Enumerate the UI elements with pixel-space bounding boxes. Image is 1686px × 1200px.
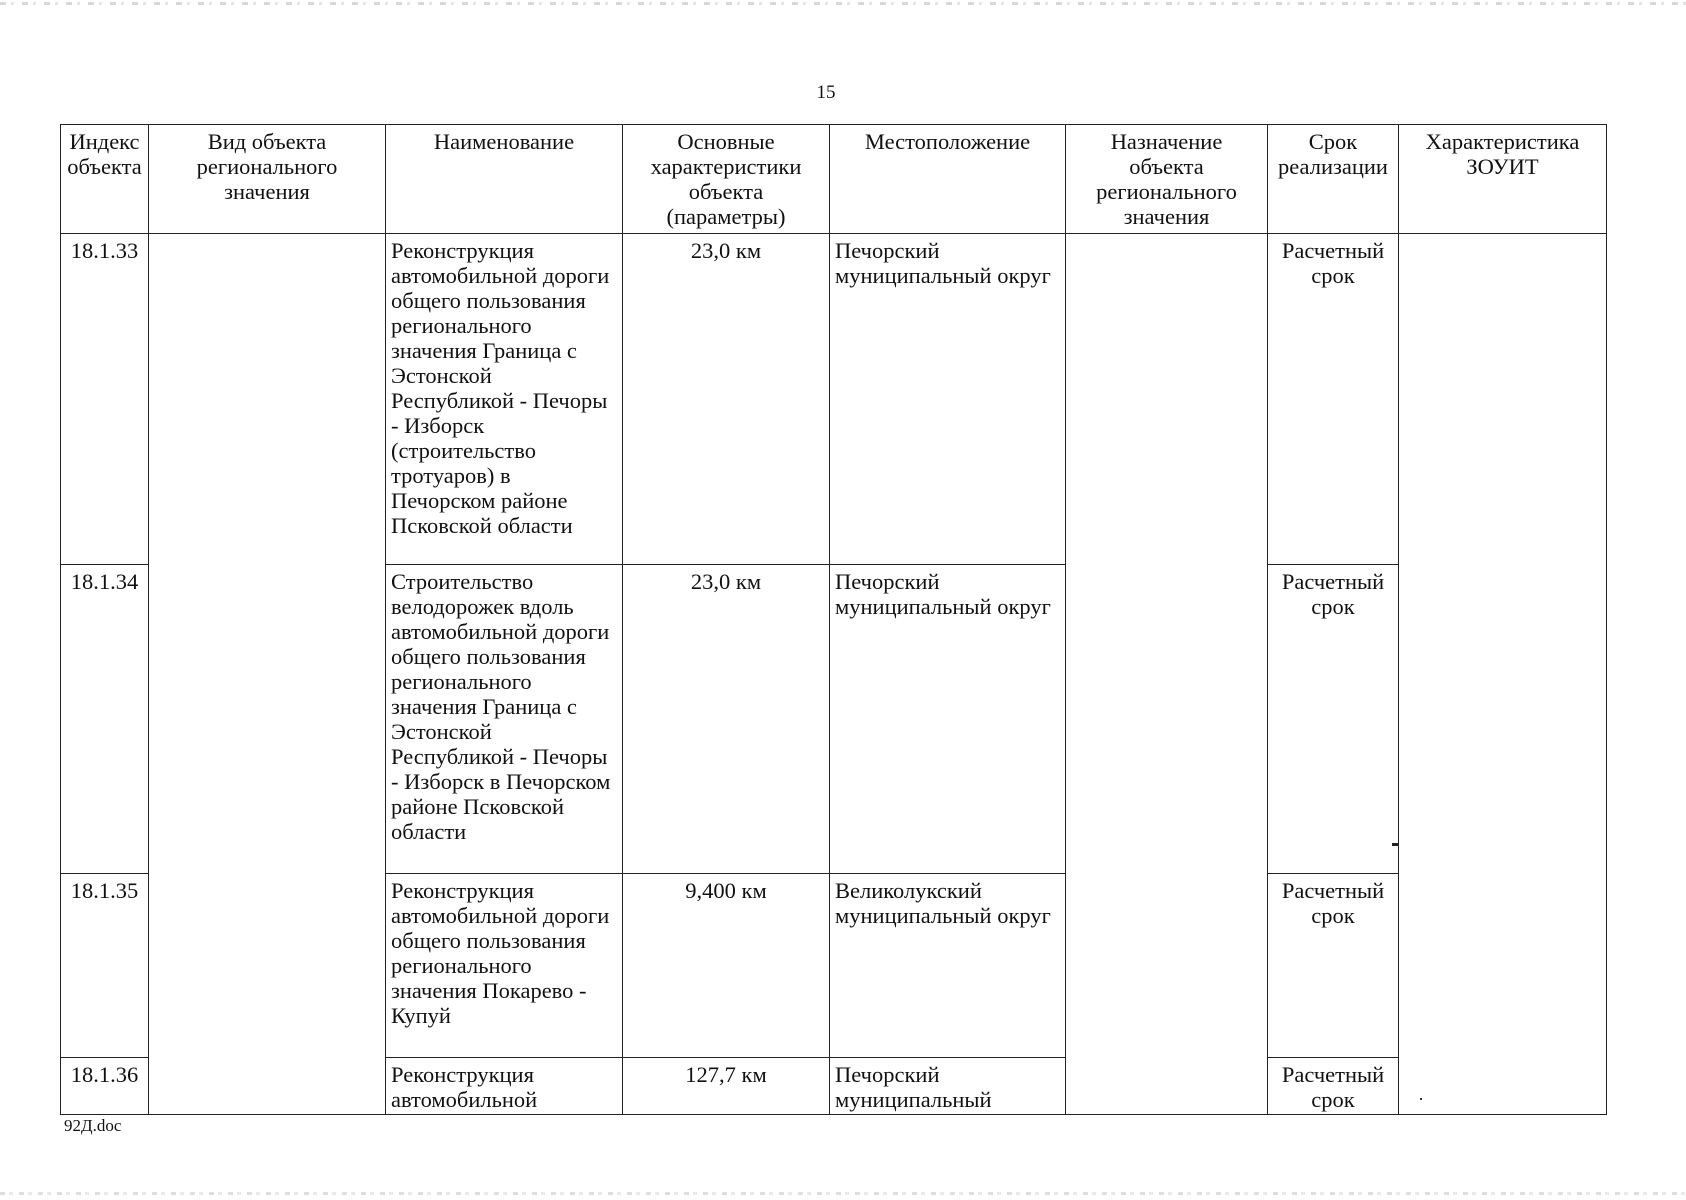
cell-location: Печорский муниципальный округ [830, 565, 1066, 874]
cell-name: Реконструкция автомобильной [386, 1058, 623, 1115]
cell-term: Расчетный срок [1268, 234, 1399, 565]
cell-characteristics: 9,400 км [623, 874, 830, 1058]
page-number: 15 [816, 82, 836, 103]
cell-name: Реконструкция автомобильной дороги общего пользования регионального значения Граница с Эстонской Республикой - Печоры - Изборск (строительство тротуаров) в Печорском районе Псковской области [386, 234, 623, 565]
header-characteristics: Основные характеристики объекта (параметры) [623, 125, 830, 234]
cell-location: Печорский муниципальный [830, 1058, 1066, 1115]
cell-object-type [149, 234, 386, 1115]
scan-mark [1392, 843, 1398, 846]
header-term: Срок реализации [1268, 125, 1399, 234]
cell-zouit [1399, 234, 1607, 1115]
regional-objects-table [60, 124, 1607, 1115]
cell-index: 18.1.35 [61, 874, 149, 1058]
cell-name: Строительство велодорожек вдоль автомобильной дороги общего пользования регионального значения Граница с Эстонской Республикой - Печоры - Изборск в Печорском районе Псковской области [386, 565, 623, 874]
header-zouit: Характеристика ЗОУИТ [1399, 125, 1607, 234]
header-object-type: Вид объекта регионального значения [149, 125, 386, 234]
cell-term: Расчетный срок [1268, 1058, 1399, 1115]
cell-term: Расчетный срок [1268, 874, 1399, 1058]
cell-characteristics: 23,0 км [623, 234, 830, 565]
table-header-row [61, 125, 1607, 234]
cell-characteristics: 127,7 км [623, 1058, 830, 1115]
cell-index: 18.1.36 [61, 1058, 149, 1115]
scan-edge-bottom [0, 1192, 1686, 1195]
scan-edge-top [0, 2, 1686, 5]
table-row [61, 234, 1607, 565]
cell-location: Печорский муниципальный округ [830, 234, 1066, 565]
cell-characteristics: 23,0 км [623, 565, 830, 874]
footer-filename: 92Д.doc [64, 1116, 122, 1135]
cell-purpose [1066, 234, 1268, 1115]
header-purpose: Назначение объекта регионального значения [1066, 125, 1268, 234]
cell-term: Расчетный срок [1268, 565, 1399, 874]
cell-index: 18.1.34 [61, 565, 149, 874]
cell-location: Великолукский муниципальный округ [830, 874, 1066, 1058]
header-index: Индекс объекта [61, 125, 149, 234]
header-name: Наименование [386, 125, 623, 234]
scan-dot [1420, 1098, 1422, 1100]
header-location: Местоположение [830, 125, 1066, 234]
cell-index: 18.1.33 [61, 234, 149, 565]
cell-name: Реконструкция автомобильной дороги общего пользования регионального значения Покарево - Купуй [386, 874, 623, 1058]
